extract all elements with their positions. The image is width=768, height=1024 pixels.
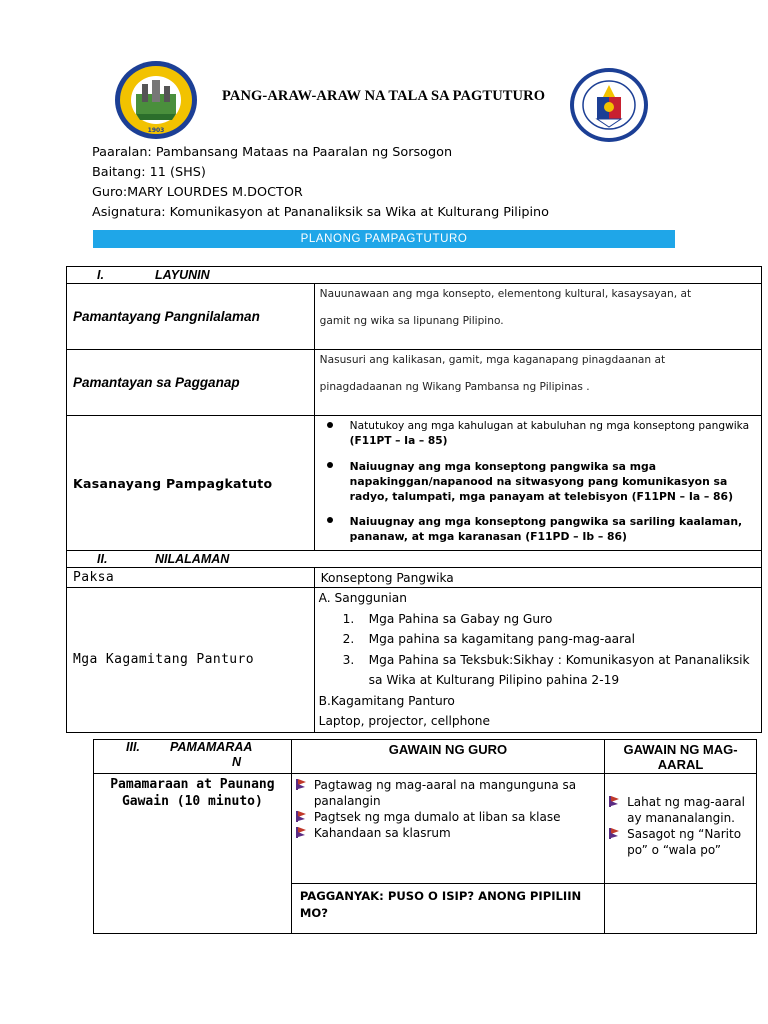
list-item bbox=[343, 609, 755, 630]
item-text: Pagtawag ng mag-aaral na mangunguna sa panalangin bbox=[313, 778, 577, 808]
item-code: (F11PN – Ia – 86) bbox=[627, 490, 733, 503]
col-guro: GAWAIN NG GURO bbox=[291, 740, 604, 774]
guro-activities bbox=[291, 774, 604, 884]
page-title: PANG-ARAW-ARAW NA TALA SA PAGTUTURO bbox=[222, 88, 546, 104]
item-text: Mga pahina sa kagamitang pang-mag-aaral bbox=[368, 632, 636, 646]
item-text: Sasagot ng “Narito po” o “wala po” bbox=[627, 827, 742, 857]
item-number: 3. bbox=[342, 652, 355, 667]
list-item bbox=[292, 777, 598, 809]
paaralan: Paaralan: Pambansang Mataas na Paaralan ng Sorsogon bbox=[92, 145, 453, 160]
row-value bbox=[314, 350, 761, 416]
section-number: II. bbox=[97, 552, 108, 566]
item-text: Natutukoy ang mga kahulugan at kabuluhan ng mga konseptong pangwika bbox=[349, 420, 750, 432]
item-text: Pagtsek ng mga dumalo at liban sa klase bbox=[313, 810, 561, 824]
row-label: Pamantayan sa Pagganap bbox=[67, 350, 315, 416]
flag-bullet-icon bbox=[609, 828, 619, 839]
sanggunian-heading: A. Sanggunian bbox=[318, 591, 407, 605]
phase-label: Pamamaraan at Paunang Gawain (10 minuto) bbox=[94, 774, 292, 934]
section-pamamaraan bbox=[94, 740, 292, 774]
plan-table bbox=[66, 266, 762, 733]
paksa-label: Paksa bbox=[67, 568, 315, 588]
section-title: LAYUNIN bbox=[155, 268, 210, 282]
baitang: Baitang: 11 (SHS) bbox=[92, 165, 206, 180]
item-text: Naiuugnay ang mga konseptong pangwika sa sariling kaalaman, pananaw, at mga karanasan bbox=[349, 515, 743, 543]
section-layunin bbox=[67, 267, 762, 284]
mag-aaral-activities bbox=[605, 774, 757, 884]
lesson-info bbox=[92, 143, 549, 223]
school-seal bbox=[114, 60, 198, 140]
col-mag-aaral bbox=[605, 740, 757, 774]
kagamitan-value bbox=[314, 588, 761, 733]
item-number: 1. bbox=[342, 611, 355, 626]
list-item bbox=[320, 459, 755, 504]
item-text: Mga Pahina sa Gabay ng Guro bbox=[368, 611, 553, 626]
list-item bbox=[320, 514, 755, 544]
row-label: Kasanayang Pampagkatuto bbox=[67, 416, 315, 551]
value-line: Nauunawaan ang mga konsepto, elementong kultural, kasaysayan, at bbox=[319, 288, 692, 300]
item-text: Naiuugnay ang mga konseptong pangwika sa mga napakinggan/napanood na sitwasyong pang komunikasyon sa radyo, talumpati, mga panayam at telebisyon bbox=[349, 460, 728, 503]
value-line: Nasusuri ang kalikasan, gamit, mga kaganapang pinagdaanan at bbox=[319, 354, 666, 366]
planong-banner: PLANONG PAMPAGTUTURO bbox=[93, 230, 675, 248]
flag-bullet-icon bbox=[296, 811, 306, 822]
item-text: Kahandaan sa klasrum bbox=[313, 826, 451, 840]
list-item bbox=[605, 794, 752, 826]
section-title-cont: N bbox=[232, 755, 242, 769]
pagganyak: PAGGANYAK: PUSO O ISIP? ANONG PIPILIIN MO? bbox=[291, 884, 604, 934]
paksa-value: Konseptong Pangwika bbox=[314, 568, 761, 588]
reference-list bbox=[343, 609, 755, 691]
item-text: Lahat ng mag-aaral ay mananalangin. bbox=[627, 795, 745, 825]
flag-bullet-icon bbox=[296, 779, 306, 790]
list-item bbox=[605, 826, 752, 858]
col-title-cont: AARAL bbox=[657, 757, 704, 772]
deped-seal bbox=[569, 67, 649, 143]
list-item bbox=[320, 419, 755, 449]
empty-cell bbox=[605, 884, 757, 934]
pamamaraan-table bbox=[93, 739, 757, 934]
list-item bbox=[343, 650, 755, 691]
item-number: 2. bbox=[342, 632, 355, 646]
item-code: (F11PD – Ib – 86) bbox=[521, 530, 627, 543]
row-value bbox=[314, 284, 761, 350]
col-title: GAWAIN NG MAG- bbox=[623, 742, 738, 757]
seal-year: 1903 bbox=[147, 127, 165, 134]
item-code: (F11PT – Ia – 85) bbox=[349, 435, 448, 447]
guro: Guro:MARY LOURDES M.DOCTOR bbox=[92, 185, 303, 200]
flag-bullet-icon bbox=[296, 827, 306, 838]
flag-bullet-icon bbox=[609, 796, 619, 807]
section-nilalaman bbox=[67, 551, 762, 568]
section-title: PAMAMARAA bbox=[170, 740, 253, 754]
value-line: pinagdadaanan ng Wikang Pambansa ng Pilipinas . bbox=[319, 381, 590, 393]
kagamitan-subheading: B.Kagamitang Panturo bbox=[318, 693, 455, 708]
asignatura: Asignatura: Komunikasyon at Pananaliksik sa Wika at Kulturang Pilipino bbox=[92, 205, 550, 220]
row-label: Pamantayang Pangnilalaman bbox=[67, 284, 315, 350]
section-number: III. bbox=[126, 740, 140, 754]
section-title: NILALAMAN bbox=[155, 552, 230, 566]
kasanayan-list bbox=[314, 416, 761, 551]
list-item bbox=[292, 825, 598, 841]
kagamitan-items: Laptop, projector, cellphone bbox=[318, 714, 490, 728]
section-number: I. bbox=[97, 268, 104, 282]
value-line: gamit ng wika sa lipunang Pilipino. bbox=[319, 315, 504, 327]
list-item bbox=[343, 629, 755, 650]
list-item bbox=[292, 809, 598, 825]
item-text: Mga Pahina sa Teksbuk:Sikhay : Komunikasyon at Pananaliksik sa Wika at Kulturang Pilipino pahina 2-19 bbox=[368, 652, 750, 687]
kagamitan-label: Mga Kagamitang Panturo bbox=[67, 588, 315, 733]
